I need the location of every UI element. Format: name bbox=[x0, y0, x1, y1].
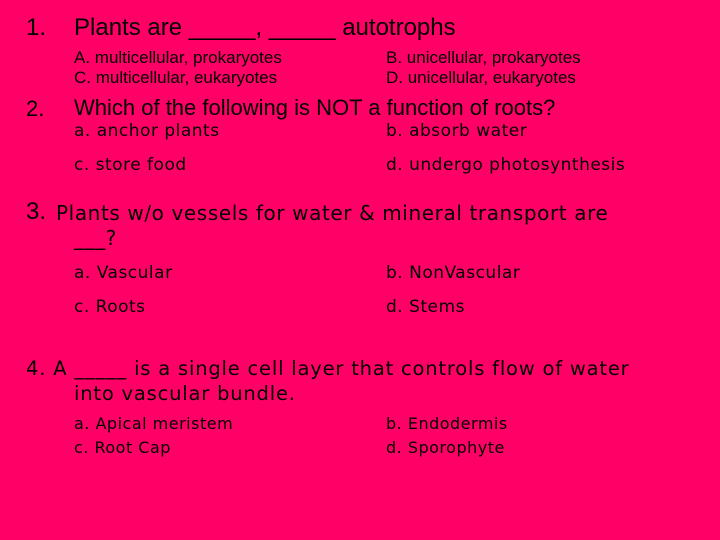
q3-text-line2: ___? bbox=[74, 226, 118, 250]
q1-option-b: B. unicellular, prokaryotes bbox=[386, 48, 581, 67]
q4-option-a: a. Apical meristem bbox=[74, 414, 234, 433]
q3-option-c: c. Roots bbox=[74, 297, 146, 317]
q3-option-a: a. Vascular bbox=[74, 263, 173, 283]
q3-option-b: b. NonVascular bbox=[386, 263, 521, 283]
q2-option-a: a. anchor plants bbox=[74, 121, 220, 141]
q3-number: 3. bbox=[26, 198, 47, 225]
q4-option-b: b. Endodermis bbox=[386, 414, 508, 433]
q1-option-d: D. unicellular, eukaryotes bbox=[386, 68, 576, 87]
q2-option-b: b. absorb water bbox=[386, 121, 528, 141]
q3-option-d: d. Stems bbox=[386, 297, 465, 317]
q2-number: 2. bbox=[26, 96, 45, 121]
q4-text-line1: 4. A _____ is a single cell layer that controls flow of water bbox=[26, 357, 630, 380]
q4-option-c: c. Root Cap bbox=[74, 438, 171, 457]
q1-number: 1. bbox=[26, 14, 47, 41]
q2-text: Which of the following is NOT a function of roots? bbox=[74, 95, 556, 120]
q1-option-a: A. multicellular, prokaryotes bbox=[74, 48, 282, 67]
q4-text-line2: into vascular bundle. bbox=[74, 382, 296, 405]
q1-text: Plants are _____, _____ autotrophs bbox=[74, 14, 456, 41]
q1-option-c: C. multicellular, eukaryotes bbox=[74, 68, 278, 87]
q2-option-c: c. store food bbox=[74, 155, 187, 175]
q2-option-d: d. undergo photosynthesis bbox=[386, 155, 626, 175]
q4-option-d: d. Sporophyte bbox=[386, 438, 505, 457]
q3-text-line1: Plants w/o vessels for water & mineral transport are bbox=[56, 201, 609, 225]
